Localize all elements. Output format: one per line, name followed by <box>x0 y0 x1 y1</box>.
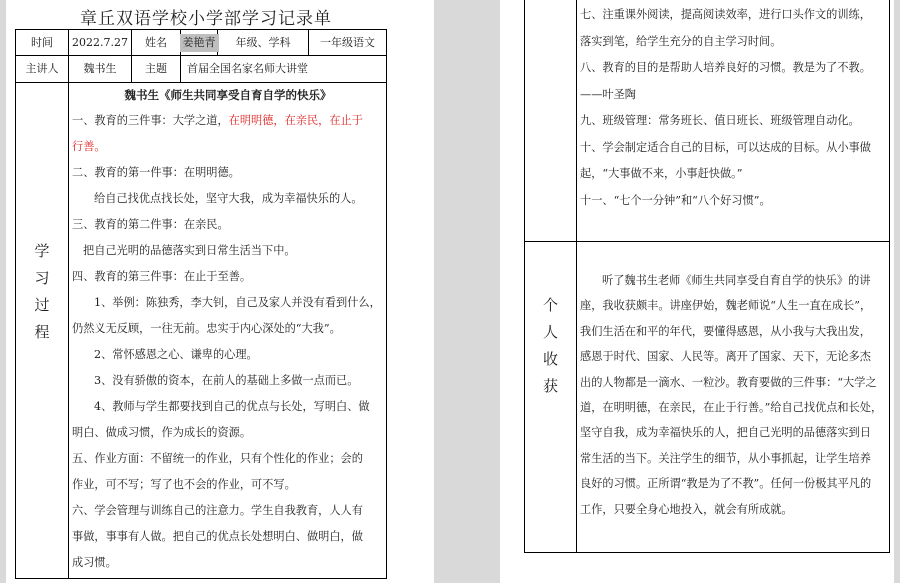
table-border <box>576 0 577 553</box>
process-line: 把自己光明的品德落实到日常生活当下中。 <box>83 244 296 257</box>
process-line: 八、教育的目的是帮助人培养良好的习惯。教是为了不教。 <box>580 61 871 74</box>
process-line: 十、学会制定适合自己的目标，可以达成的目标。从小事做 <box>580 140 871 154</box>
process-line: 七、注重课外阅读，提高阅读效率，进行口头作文的训练， <box>580 8 871 21</box>
gains-line: 常生活的当下。关注学生的细节，从小事抓起，让学生培养 <box>580 451 871 465</box>
process-line: 起，“大事做不来，小事赶快做。” <box>580 167 743 180</box>
process-line: 3、没有骄傲的资本，在前人的基础上多做一点而已。 <box>94 374 359 387</box>
gains-line: 工作，只要全身心地投入，就会有所成就。 <box>580 502 793 516</box>
process-content <box>72 82 384 576</box>
gains-line: 出的人物都是一滴水、一粒沙。教育要做的三件事：“大学之 <box>580 375 877 389</box>
name-value: 姜艳青 <box>180 34 219 52</box>
gains-label-char: 获 <box>542 377 558 395</box>
process-line <box>72 108 384 134</box>
process-line: 九、班级管理：常务班长、值日班长、班级管理自动化。 <box>580 114 860 127</box>
grade-value: 一年级语文 <box>320 35 375 49</box>
gains-line: 听了魏书生老师《师生共同享受自育自学的快乐》的讲 <box>602 274 871 287</box>
process-line: ——叶圣陶 <box>580 87 636 101</box>
gains-label-char: 人 <box>542 323 558 341</box>
table-border <box>524 0 525 553</box>
gains-line: 良好的习惯。正所谓“教是为了不教”。任何一份极其平凡的 <box>580 477 872 491</box>
process-line: 事做，事事有人做。把自己的优点长处想明白、做明白，做 <box>72 530 363 543</box>
process-line-red: 行善。 <box>72 140 106 153</box>
process-line: 三、教育的第二件事：在亲民。 <box>72 218 229 231</box>
process-line: 四、教育的第三件事：在止于至善。 <box>72 270 252 283</box>
lecture-subtitle: 魏书生《师生共同享受自育自学的快乐》 <box>124 88 332 102</box>
table-border <box>15 578 387 579</box>
process-line: 2、常怀感恩之心、谦卑的心理。 <box>94 348 258 361</box>
document-page-left <box>6 0 434 583</box>
gains-line: 我们生活在和平的年代，要懂得感恩，从小我与大我出发， <box>580 324 871 338</box>
process-line-black: 一、教育的三件事：大学之道， <box>72 114 229 127</box>
name-label: 姓名 <box>145 35 167 49</box>
process-label-char: 过 <box>34 296 50 314</box>
name-value-cell <box>181 30 217 55</box>
process-label-char: 习 <box>34 269 50 287</box>
process-line: 给自己找优点找长处，坚守大我，成为幸福快乐的人。 <box>94 192 363 205</box>
gains-line: 感恩于时代、国家、人民等。离开了国家、天下，无论多杰 <box>580 350 871 364</box>
process-line: 4、教师与学生都要找到自己的优点与长处，写明白、做 <box>94 400 370 413</box>
speaker-label: 主讲人 <box>25 62 59 75</box>
process-line: 1、举例：陈独秀，李大钊，自己及家人并没有看到什么， <box>94 296 381 309</box>
gains-label-char: 个 <box>542 296 558 314</box>
table-border <box>386 29 387 579</box>
topic-value: 首届全国名家名师大讲堂 <box>187 62 308 75</box>
process-line: 二、教育的第一件事：在明明德。 <box>72 166 240 179</box>
process-label <box>16 238 68 346</box>
document-title: 章丘双语学校小学部学习记录单 <box>80 9 332 29</box>
gains-line: 座，我收获颇丰。讲座伊始，魏老师说“人生一直在成长”， <box>580 299 872 313</box>
process-line: 成习惯。 <box>72 556 117 569</box>
speaker-value: 魏书生 <box>83 62 117 75</box>
process-label-char: 程 <box>34 323 50 341</box>
process-label-char: 学 <box>34 242 50 260</box>
gains-content <box>580 268 888 522</box>
table-border <box>524 241 890 242</box>
process-line: 明白、做成习惯，作为成长的资源。 <box>72 426 252 439</box>
process-line: 五、作业方面：不留统一的作业，只有个性化的作业；会的 <box>72 452 363 465</box>
table-border <box>889 0 890 553</box>
process-line: 落实到笔，给学生充分的自主学习时间。 <box>580 34 782 48</box>
table-border <box>524 552 890 553</box>
time-label: 时间 <box>31 35 53 49</box>
process-line-red: 在明明德，在亲民，在止于 <box>228 114 363 127</box>
gains-label <box>525 292 576 400</box>
process-line: 仍然义无反顾，一往无前。忠实于内心深处的“大我”。 <box>72 322 341 335</box>
gains-line: 道，在明明德，在亲民，在止于行善。”给自己找优点和长处， <box>580 400 883 414</box>
process-line: 十一、“七个一分钟”和“八个好习惯”。 <box>580 193 771 207</box>
process-line: 六、学会管理与训练自己的注意力。学生自我教育，人人有 <box>72 504 363 517</box>
topic-label: 主题 <box>145 62 167 75</box>
table-border <box>68 29 69 579</box>
gains-label-char: 收 <box>542 350 558 368</box>
gains-line: 坚守自我，成为幸福快乐的人，把自己光明的品德落实到日 <box>580 426 871 440</box>
document-page-right <box>500 0 894 583</box>
process-content-continued <box>580 2 888 214</box>
process-line: 作业，可不写；写了也不会的作业，可不写。 <box>72 478 296 491</box>
grade-label: 年级、学科 <box>235 35 291 49</box>
time-value: 2022.7.27 <box>72 35 128 49</box>
